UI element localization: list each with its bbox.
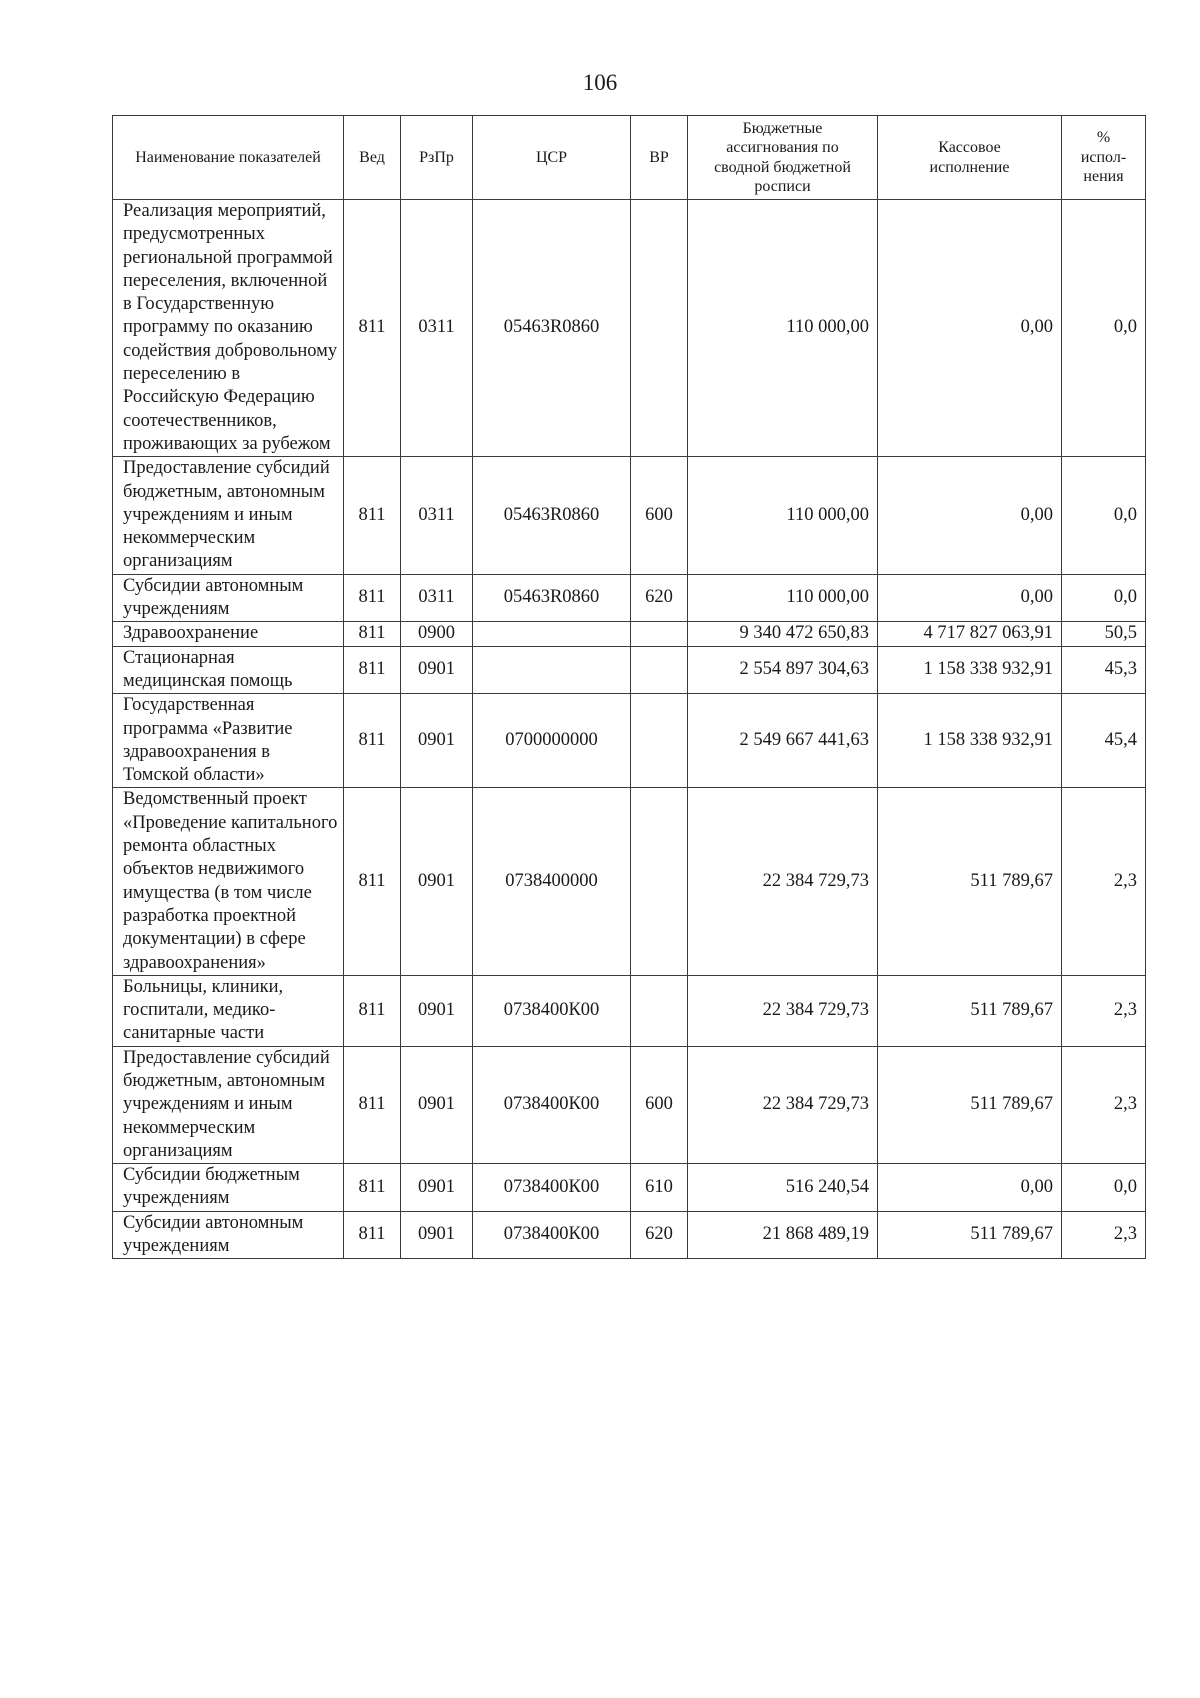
table-row bbox=[113, 1211, 1146, 1259]
column-header-csr: ЦСР bbox=[473, 116, 631, 200]
cell-cash-execution: 0,00 bbox=[878, 200, 1062, 457]
cell-csr bbox=[473, 622, 631, 646]
cell-rzpr: 0901 bbox=[401, 694, 473, 788]
cell-cash-execution: 4 717 827 063,91 bbox=[878, 622, 1062, 646]
cell-rzpr: 0901 bbox=[401, 1164, 473, 1212]
cell-name: Государственная программа «Развитие здравоохранения в Томской области» bbox=[113, 694, 344, 788]
column-header-assignments: Бюджетные ассигнования по сводной бюджетной росписи bbox=[688, 116, 878, 200]
cell-vr: 600 bbox=[631, 1046, 688, 1163]
cell-vr bbox=[631, 200, 688, 457]
cell-name: Больницы, клиники, госпитали, медико-санитарные части bbox=[113, 975, 344, 1046]
cell-percent: 2,3 bbox=[1062, 975, 1146, 1046]
cell-vr: 610 bbox=[631, 1164, 688, 1212]
table-row bbox=[113, 574, 1146, 622]
cell-name: Субсидии бюджетным учреждениям bbox=[113, 1164, 344, 1212]
cell-assignments: 110 000,00 bbox=[688, 574, 878, 622]
cell-percent: 2,3 bbox=[1062, 1046, 1146, 1163]
cell-csr: 0738400К00 bbox=[473, 1046, 631, 1163]
cell-percent: 2,3 bbox=[1062, 1211, 1146, 1259]
cell-vr bbox=[631, 622, 688, 646]
table-row bbox=[113, 788, 1146, 975]
cell-csr: 0738400000 bbox=[473, 788, 631, 975]
column-header-vr: ВР bbox=[631, 116, 688, 200]
cell-vr bbox=[631, 788, 688, 975]
cell-name: Субсидии автономным учреждениям bbox=[113, 1211, 344, 1259]
cell-percent: 45,3 bbox=[1062, 646, 1146, 694]
cell-ved: 811 bbox=[344, 574, 401, 622]
cell-ved: 811 bbox=[344, 1211, 401, 1259]
cell-cash-execution: 511 789,67 bbox=[878, 1046, 1062, 1163]
budget-execution-table bbox=[112, 115, 1146, 1259]
table-row bbox=[113, 200, 1146, 457]
cell-assignments: 22 384 729,73 bbox=[688, 788, 878, 975]
cell-name: Ведомственный проект «Проведение капитального ремонта областных объектов недвижимого имущества (в том числе разработка проектной документации) в сфере здравоохранения» bbox=[113, 788, 344, 975]
column-header-ved: Вед bbox=[344, 116, 401, 200]
cell-rzpr: 0901 bbox=[401, 646, 473, 694]
cell-cash-execution: 0,00 bbox=[878, 457, 1062, 574]
cell-assignments: 21 868 489,19 bbox=[688, 1211, 878, 1259]
cell-csr: 05463R0860 bbox=[473, 457, 631, 574]
cell-percent: 0,0 bbox=[1062, 574, 1146, 622]
cell-csr: 0738400К00 bbox=[473, 1211, 631, 1259]
cell-name: Здравоохранение bbox=[113, 622, 344, 646]
cell-assignments: 2 549 667 441,63 bbox=[688, 694, 878, 788]
column-header-cash-execution: Кассовое исполнение bbox=[878, 116, 1062, 200]
cell-rzpr: 0901 bbox=[401, 1046, 473, 1163]
cell-cash-execution: 0,00 bbox=[878, 1164, 1062, 1212]
table-row bbox=[113, 694, 1146, 788]
cell-percent: 0,0 bbox=[1062, 457, 1146, 574]
cell-percent: 45,4 bbox=[1062, 694, 1146, 788]
cell-csr: 0738400К00 bbox=[473, 975, 631, 1046]
cell-ved: 811 bbox=[344, 200, 401, 457]
cell-vr bbox=[631, 975, 688, 1046]
cell-rzpr: 0311 bbox=[401, 574, 473, 622]
table-body bbox=[113, 200, 1146, 1259]
cell-rzpr: 0901 bbox=[401, 788, 473, 975]
cell-csr: 05463R0860 bbox=[473, 200, 631, 457]
cell-cash-execution: 511 789,67 bbox=[878, 788, 1062, 975]
cell-rzpr: 0900 bbox=[401, 622, 473, 646]
cell-name: Предоставление субсидий бюджетным, автономным учреждениям и иным некоммерческим организациям bbox=[113, 1046, 344, 1163]
cell-assignments: 9 340 472 650,83 bbox=[688, 622, 878, 646]
column-header-rzpr: РзПр bbox=[401, 116, 473, 200]
cell-assignments: 516 240,54 bbox=[688, 1164, 878, 1212]
cell-rzpr: 0311 bbox=[401, 457, 473, 574]
cell-cash-execution: 1 158 338 932,91 bbox=[878, 694, 1062, 788]
cell-rzpr: 0901 bbox=[401, 1211, 473, 1259]
table-row bbox=[113, 646, 1146, 694]
table-row bbox=[113, 457, 1146, 574]
table-row bbox=[113, 1046, 1146, 1163]
cell-ved: 811 bbox=[344, 622, 401, 646]
cell-csr: 0738400К00 bbox=[473, 1164, 631, 1212]
cell-rzpr: 0311 bbox=[401, 200, 473, 457]
table-row bbox=[113, 1164, 1146, 1212]
cell-assignments: 110 000,00 bbox=[688, 457, 878, 574]
cell-assignments: 2 554 897 304,63 bbox=[688, 646, 878, 694]
cell-cash-execution: 1 158 338 932,91 bbox=[878, 646, 1062, 694]
cell-assignments: 110 000,00 bbox=[688, 200, 878, 457]
cell-ved: 811 bbox=[344, 1046, 401, 1163]
cell-assignments: 22 384 729,73 bbox=[688, 1046, 878, 1163]
cell-percent: 2,3 bbox=[1062, 788, 1146, 975]
column-header-percent: % испол-нения bbox=[1062, 116, 1146, 200]
cell-vr: 600 bbox=[631, 457, 688, 574]
cell-name: Субсидии автономным учреждениям bbox=[113, 574, 344, 622]
cell-vr bbox=[631, 694, 688, 788]
cell-cash-execution: 0,00 bbox=[878, 574, 1062, 622]
cell-ved: 811 bbox=[344, 457, 401, 574]
cell-rzpr: 0901 bbox=[401, 975, 473, 1046]
table-row bbox=[113, 975, 1146, 1046]
cell-percent: 0,0 bbox=[1062, 200, 1146, 457]
cell-cash-execution: 511 789,67 bbox=[878, 1211, 1062, 1259]
column-header-name: Наименование показателей bbox=[113, 116, 344, 200]
cell-vr: 620 bbox=[631, 1211, 688, 1259]
cell-name: Реализация мероприятий, предусмотренных региональной программой переселения, включенной в Государственную программу по оказанию содействия добровольному переселению в Российскую Федерацию соотечественников, проживающих за рубежом bbox=[113, 200, 344, 457]
cell-csr bbox=[473, 646, 631, 694]
cell-vr: 620 bbox=[631, 574, 688, 622]
table-row bbox=[113, 622, 1146, 646]
cell-csr: 0700000000 bbox=[473, 694, 631, 788]
cell-csr: 05463R0860 bbox=[473, 574, 631, 622]
cell-cash-execution: 511 789,67 bbox=[878, 975, 1062, 1046]
table-header-row bbox=[113, 116, 1146, 200]
cell-ved: 811 bbox=[344, 975, 401, 1046]
page-number: 106 bbox=[582, 70, 618, 95]
cell-percent: 0,0 bbox=[1062, 1164, 1146, 1212]
cell-ved: 811 bbox=[344, 788, 401, 975]
cell-ved: 811 bbox=[344, 1164, 401, 1212]
cell-name: Предоставление субсидий бюджетным, автономным учреждениям и иным некоммерческим организациям bbox=[113, 457, 344, 574]
cell-vr bbox=[631, 646, 688, 694]
cell-assignments: 22 384 729,73 bbox=[688, 975, 878, 1046]
cell-ved: 811 bbox=[344, 646, 401, 694]
cell-name: Стационарная медицинская помощь bbox=[113, 646, 344, 694]
cell-ved: 811 bbox=[344, 694, 401, 788]
cell-percent: 50,5 bbox=[1062, 622, 1146, 646]
